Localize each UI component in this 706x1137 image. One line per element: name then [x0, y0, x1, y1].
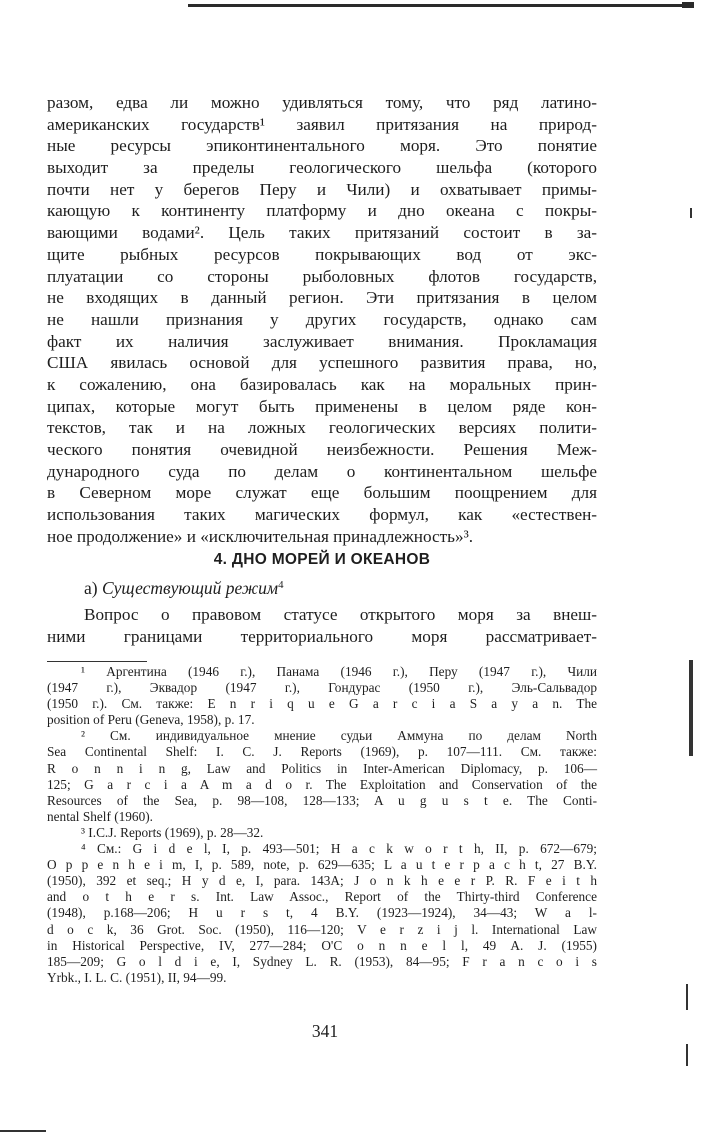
- footnote-line: (1947 г.), Эквадор (1947 г.), Гондурас (1950 г.), Эль-Сальвадор: [47, 680, 597, 696]
- scan-edge-mark: [0, 1130, 46, 1132]
- page-number: 341: [311, 1021, 339, 1041]
- footnote-line: Yrbk., I. L. C. (1951), II, 94—99.: [47, 969, 227, 985]
- footnote-line: ⁴ См.: G i d e l, I, p. 493—501; H a c k w o r t h, II, p. 672—679;: [81, 841, 597, 857]
- footnote-line: ² См. индивидуальное мнение судьи Аммуна по делам North: [81, 728, 597, 744]
- text-line: Вопрос о правовом статусе открытого моря за внеш-: [84, 605, 597, 624]
- footnote-line: and o t h e r s. Int. Law Assoc., Report of the Thirty-third Conference: [47, 889, 597, 905]
- text-line: США явилась основой для успешного развития права, но,: [47, 353, 597, 373]
- text-line: факт их наличия заслуживает внимания. Прокламация: [47, 331, 597, 351]
- text-line: ное продолжение» и «исключительная принадлежность»³.: [47, 526, 474, 546]
- text-line: щите рыбных ресурсов покрывающих вод от экс-: [47, 244, 597, 264]
- footnote-line: O p p e n h e i m, I, p. 589, note, p. 629—635; L a u t e r p a c h t, 27 B.Y.: [47, 857, 597, 873]
- text-line: выходит за пределы геологического шельфа (которого: [47, 158, 597, 178]
- footnote-line: ¹ Аргентина (1946 г.), Панама (1946 г.), Перу (1947 г.), Чили: [81, 664, 597, 679]
- footnote-line: (1948), p.168—206; H u r s t, 4 B.Y. (1923—1924), 34—43; W a l-: [47, 905, 597, 921]
- footnote-line: (1950), 392 et seq.; H y d e, I, para. 143A; J o n k h e e r P. R. F e i t h: [47, 873, 597, 889]
- section-heading: 4. ДНО МОРЕЙ И ОКЕАНОВ: [213, 551, 431, 568]
- second-paragraph: [47, 604, 597, 647]
- scan-edge-mark: [690, 208, 692, 218]
- footnote-line: nental Shelf (1960).: [47, 808, 153, 824]
- footnote-line: in Historical Perspective, IV, 277—284; O'C o n n e l l, 49 A. J. (1955): [47, 937, 597, 953]
- text-line: не входящих в данный регион. Эти притязания в целом: [47, 288, 597, 308]
- footnote-line: 185—209; G o l d i e, I, Sydney L. R. (1953), 84—95; F r a n c o i s: [47, 953, 597, 969]
- subsection-title: Существующий режим: [101, 578, 279, 598]
- footnote-line: ³ I.C.J. Reports (1969), p. 28—32.: [81, 824, 264, 840]
- text-line: вающими водами². Цель таких притязаний состоит в за-: [47, 223, 597, 243]
- footnote-line: Sea Continental Shelf: I. C. J. Reports (1969), p. 107—111. См. также:: [47, 744, 597, 760]
- footnote-ref: 4: [278, 579, 284, 592]
- footnotes: [47, 664, 597, 986]
- footnote-line: R o n n i n g, Law and Politics in Inter-American Diplomacy, p. 106—: [47, 760, 597, 776]
- subsection-marker: а): [84, 578, 98, 598]
- text-line: не нашли признания у других государств, однако сам: [47, 309, 597, 329]
- text-line: ные ресурсы эпиконтинентального моря. Это понятие: [47, 136, 597, 156]
- footnote-separator: [47, 661, 147, 662]
- footnote-line: d o c k, 36 Grot. Soc. (1950), 116—120; V e r z i j l. International Law: [47, 921, 597, 937]
- scan-edge-mark: [686, 984, 688, 1010]
- text-line: текстов, так и на ложных геологических версиях полити-: [47, 418, 597, 438]
- top-rule: [188, 4, 694, 7]
- main-paragraph: [47, 92, 597, 547]
- text-line: ческого понятия очевидной неизбежности. Решения Меж-: [47, 440, 597, 459]
- text-line: в Северном море служат еще большим поощрением для: [47, 483, 597, 503]
- text-line: ними границами территориального моря рассматривает-: [47, 626, 597, 646]
- text-line: американских государств¹ заявил притязания на природ-: [47, 114, 597, 134]
- text-line: ципах, которые могут быть применены в целом ряде кон-: [47, 396, 597, 416]
- text-line: почти нет у берегов Перу и Чили) и охватывает примы-: [47, 179, 597, 199]
- scan-edge-mark: [686, 1044, 688, 1066]
- footnote-line: 125; G a r c i a A m a d o r. The Exploitation and Conservation of the: [47, 776, 597, 792]
- scan-edge-mark: [689, 660, 693, 756]
- text-line: использования таких магических формул, как «естествен-: [47, 505, 597, 525]
- top-edge-mark: [682, 2, 694, 8]
- text-line: к сожалению, она базировалась как на моральных прин-: [47, 374, 597, 394]
- footnote-line: position of Peru (Geneva, 1958), p. 17.: [47, 712, 255, 728]
- text-line: разом, едва ли можно удивляться тому, что ряд латино-: [47, 93, 597, 112]
- text-line: плуатации со стороны рыболовных флотов государств,: [47, 266, 597, 286]
- text-line: кающую к континенту платформу и дно океана с покры-: [47, 201, 597, 221]
- footnote-line: (1950 г.). См. также: E n r i q u e G a r c i a S a y a n. The: [47, 696, 597, 712]
- subsection-heading: [84, 578, 284, 599]
- footnote-line: Resources of the Sea, p. 98—108, 128—133; A u g u s t e. The Conti-: [47, 792, 597, 808]
- text-line: дународного суда по делам о континентальном шельфе: [47, 461, 597, 481]
